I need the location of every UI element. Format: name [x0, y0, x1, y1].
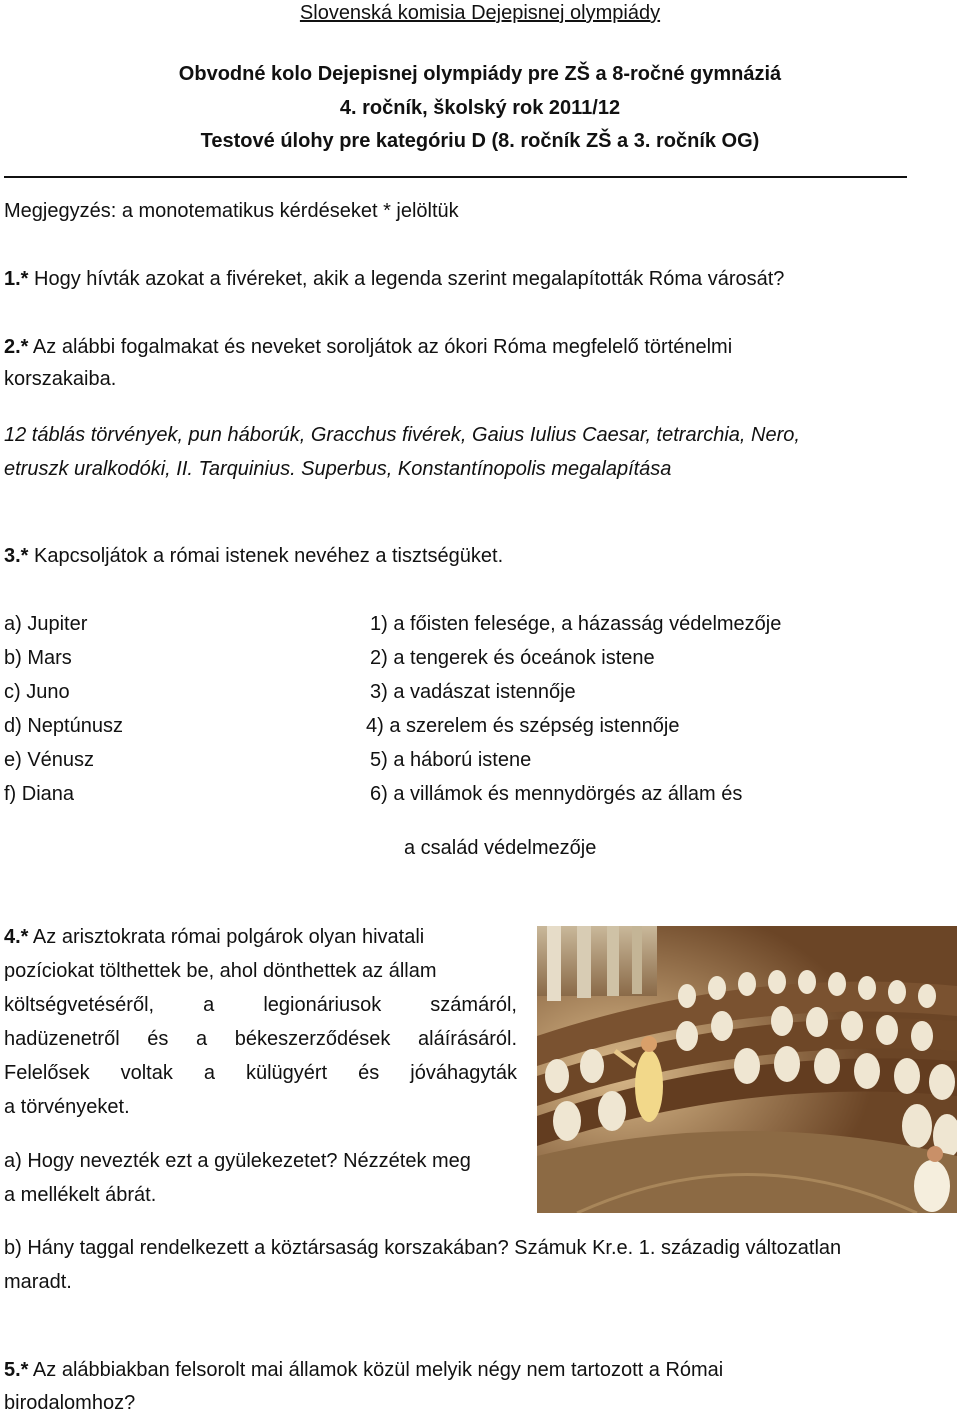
god-item: a) Jupiter: [4, 613, 88, 635]
question-4b-line-2: maradt.: [4, 1271, 72, 1293]
question-2-text-cont: korszakaiba.: [4, 368, 117, 390]
role-item-continued: a család védelmezője: [404, 837, 597, 859]
role-item: 5) a háború istene: [370, 749, 532, 771]
page-title-3: Testové úlohy pre kategóriu D (8. ročník ZŠ a 3. ročník OG): [200, 130, 760, 152]
question-3-number: 3.*: [4, 545, 29, 567]
question-5-number: 5.*: [4, 1359, 29, 1381]
question-1: [4, 268, 784, 291]
header-divider: [4, 176, 907, 178]
question-2-number: 2.*: [4, 336, 29, 358]
question-4-line-2: pozíciokat tölthettek be, ahol dönthettek az állam: [4, 960, 437, 982]
question-5: [4, 1359, 723, 1382]
question-1-text: Hogy hívták azokat a fivéreket, akik a legenda szerint megalapították Róma városát?: [28, 268, 785, 290]
role-item: 3) a vadászat istennője: [370, 681, 576, 703]
question-4a-line-2: a mellékelt ábrát.: [4, 1184, 157, 1206]
question-2: [4, 336, 732, 359]
senate-painting-svg: [537, 926, 957, 1213]
senate-painting-image: [537, 926, 957, 1213]
question-4-number: 4.*: [4, 926, 29, 948]
question-5-text: Az alábbiakban felsorolt mai államok közül melyik négy nem tartozott a Római: [28, 1359, 724, 1381]
question-4b-line-1: b) Hány taggal rendelkezett a köztársaság korszakában? Számuk Kr.e. 1. századig változatlan: [4, 1237, 842, 1259]
god-item: b) Mars: [4, 647, 72, 669]
question-2-terms-1: 12 táblás törvények, pun háborúk, Gracchus fivérek, Gaius Iulius Caesar, tetrarchia, Nero,: [4, 424, 800, 446]
role-item: 2) a tengerek és óceánok istene: [370, 647, 655, 669]
question-4-text: Az arisztokrata római polgárok olyan hivatali: [28, 926, 425, 948]
question-4a-line-1: a) Hogy nevezték ezt a gyülekezetet? Nézzétek meg: [4, 1150, 471, 1172]
question-2-text: Az alábbi fogalmakat és neveket soroljátok az ókori Róma megfelelő történelmi: [28, 336, 733, 358]
role-item: 6) a villámok és mennydörgés az állam és: [370, 783, 743, 805]
question-5-text-cont: birodalomhoz?: [4, 1392, 136, 1414]
question-1-number: 1.*: [4, 268, 29, 290]
god-item: f) Diana: [4, 783, 75, 805]
page-title-1: Obvodné kolo Dejepisnej olympiády pre ZŠ a 8-ročné gymnáziá: [178, 63, 782, 85]
god-item: d) Neptúnusz: [4, 715, 123, 737]
question-3-text: Kapcsoljátok a római istenek nevéhez a tisztségüket.: [28, 545, 504, 567]
question-4-line-1: [4, 926, 517, 949]
question-2-terms-2: etruszk uralkodóki, II. Tarquinius. Superbus, Konstantínopolis megalapítása: [4, 458, 672, 480]
god-item: c) Juno: [4, 681, 70, 703]
role-item: 4) a szerelem és szépség istennője: [366, 715, 680, 737]
role-item: 1) a főisten felesége, a házasság védelmezője: [370, 613, 782, 635]
commission-title: Slovenská komisia Dejepisnej olympiády: [299, 2, 661, 24]
question-4-line-5: Felelősek voltak a külügyért és jóváhagyták: [4, 1062, 517, 1084]
note: Megjegyzés: a monotematikus kérdéseket * jelöltük: [4, 200, 459, 222]
question-4-line-6: a törvényeket.: [4, 1096, 130, 1118]
god-item: e) Vénusz: [4, 749, 95, 771]
question-4-line-3: költségvetéséről, a legionáriusok számáról,: [4, 994, 517, 1016]
question-4-line-4: hadüzenetről és a békeszerződések aláírásáról.: [4, 1028, 517, 1050]
page-title-2: 4. ročník, školský rok 2011/12: [339, 97, 621, 119]
question-3: [4, 545, 503, 568]
